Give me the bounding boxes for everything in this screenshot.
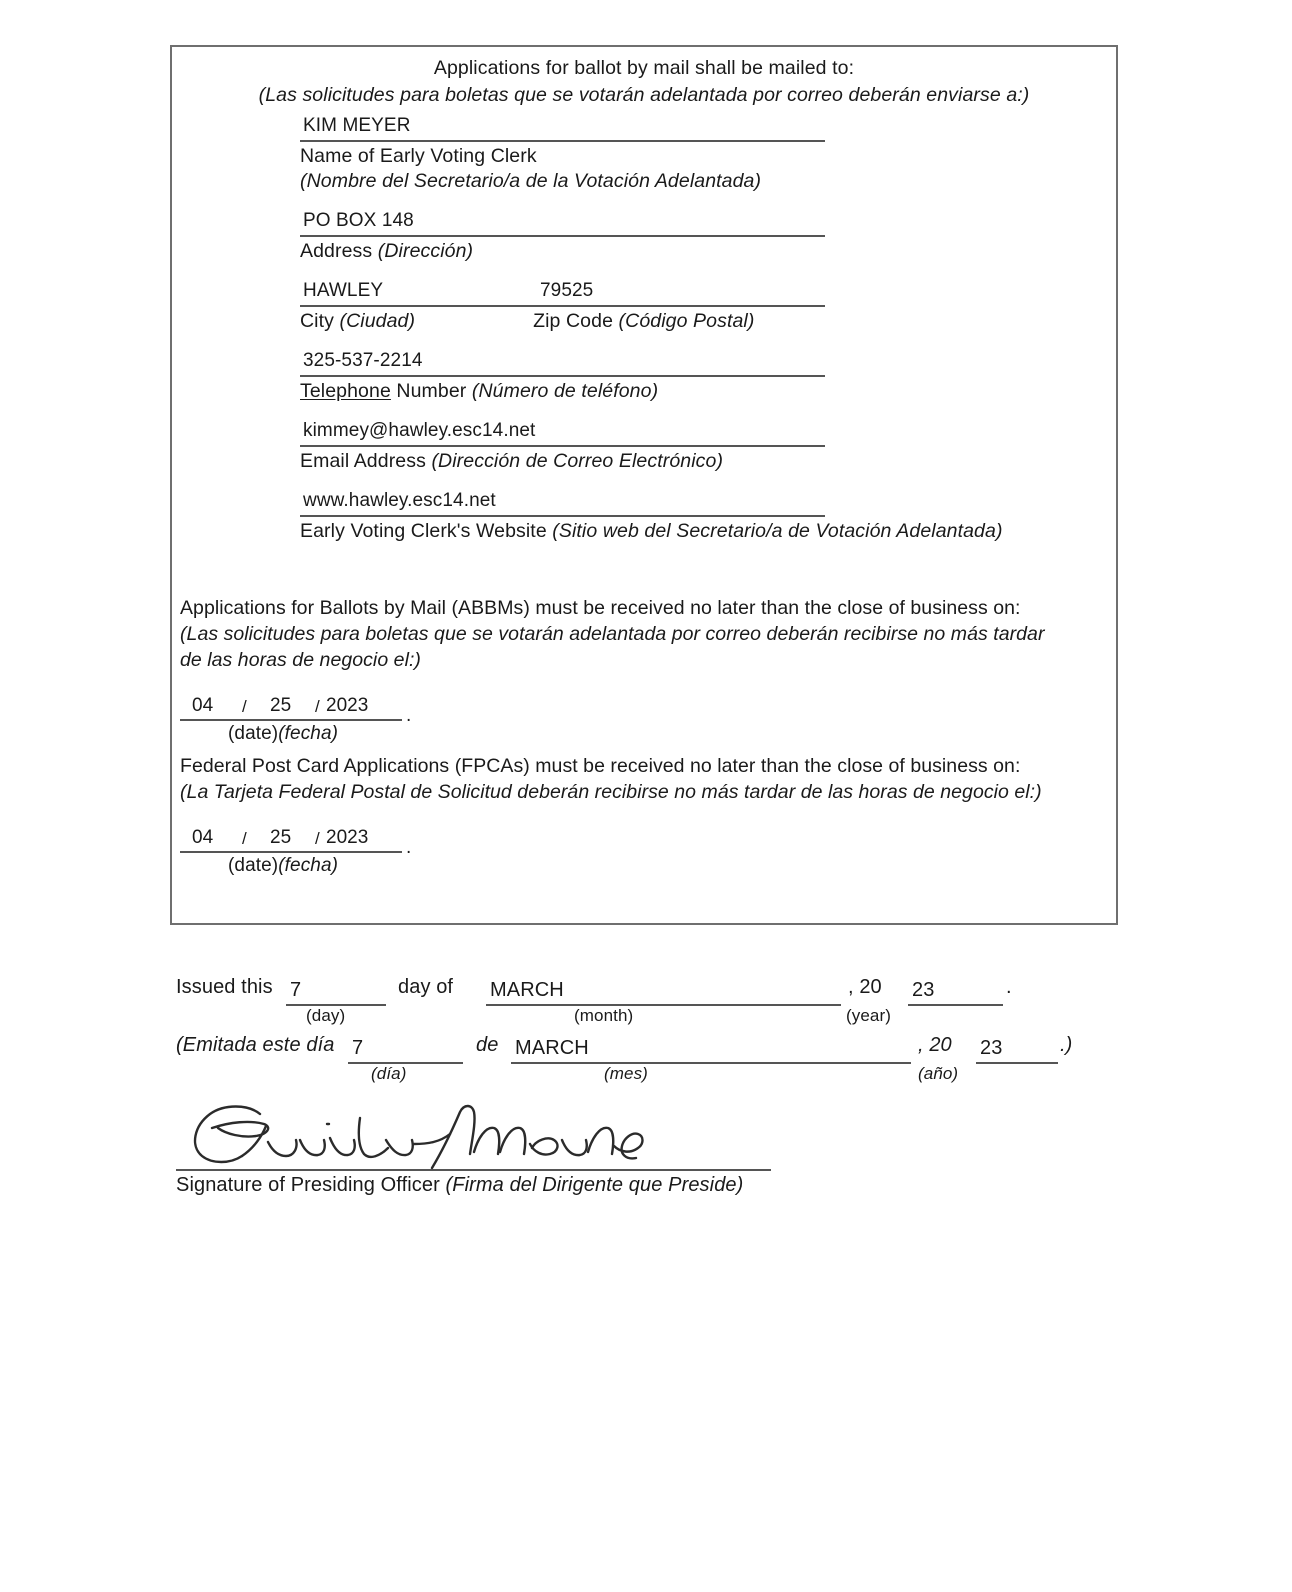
clerk-name-input[interactable] — [300, 109, 1090, 140]
fpca-date-sep1: / — [242, 829, 247, 848]
website-label — [300, 517, 1090, 544]
fpca-date-caption-es: (fecha) — [278, 855, 339, 876]
abbm-date-sep2: / — [315, 697, 320, 716]
city-label-en: City — [300, 310, 340, 332]
fpca-date-values — [180, 823, 440, 851]
issued-year-value-en: 23 — [912, 979, 935, 1001]
issued-day-blank-en[interactable] — [286, 974, 386, 1006]
zip-value: 79525 — [540, 280, 594, 301]
city-label-es: (Ciudad) — [339, 310, 416, 332]
telephone-label — [300, 377, 1090, 404]
issued-month-caption-es: (mes) — [604, 1064, 648, 1083]
signature-block — [176, 1100, 796, 1197]
issued-day-blank-es[interactable] — [348, 1032, 463, 1064]
issued-period-en: . — [1006, 976, 1012, 998]
abbm-paragraph-en: Applications for Ballots by Mail (ABBMs) must be received no later than the close of business on: — [180, 597, 1021, 619]
issued-month-blank-en[interactable] — [486, 974, 841, 1006]
issued-year-caption-es: (año) — [918, 1064, 959, 1083]
telephone-value: 325-537-2214 — [303, 350, 423, 371]
city-value: HAWLEY — [303, 280, 384, 301]
email-label — [300, 447, 1090, 474]
issued-row-english — [176, 968, 1156, 1026]
issued-month-caption-en: (month) — [574, 1006, 634, 1025]
field-city-zip — [300, 274, 1090, 334]
telephone-label-underlined: Telephone — [300, 380, 391, 402]
email-value: kimmey@hawley.esc14.net — [303, 420, 536, 441]
issued-period-es: .) — [1060, 1034, 1073, 1056]
fpca-paragraph-es: (La Tarjeta Federal Postal de Solicitud deberán recibirse no más tardar de las horas de negocio el:) — [180, 781, 1042, 803]
issued-year-value-es: 23 — [980, 1037, 1003, 1059]
telephone-label-rest: Number — [390, 380, 472, 402]
clerk-name-label-en: Name of Early Voting Clerk — [300, 145, 537, 167]
abbm-date-caption — [180, 721, 440, 745]
website-value: www.hawley.esc14.net — [303, 490, 496, 511]
mail-to-box — [170, 45, 1118, 925]
zip-label-en: Zip Code — [533, 310, 619, 332]
clerk-name-label-es: (Nombre del Secretario/a de la Votación Adelantada) — [300, 170, 762, 192]
address-value: PO BOX 148 — [303, 210, 414, 231]
issued-day-value-en: 7 — [290, 979, 302, 1001]
fpca-date-caption-en: (date) — [228, 855, 279, 876]
abbm-paragraph-es-line2: de las horas de negocio el:) — [180, 649, 421, 671]
city-zip-input[interactable] — [300, 274, 1090, 305]
telephone-label-es: (Número de teléfono) — [471, 380, 659, 402]
address-input[interactable] — [300, 204, 1090, 235]
city-zip-label — [300, 307, 1090, 334]
issued-month-blank-es[interactable] — [511, 1032, 911, 1064]
fpca-deadline-block — [180, 753, 1110, 877]
abbm-date-sep1: / — [242, 697, 247, 716]
field-address — [300, 204, 1090, 264]
issued-block — [176, 968, 1156, 1084]
issued-comma-twenty-es: , 20 — [918, 1034, 952, 1056]
issued-day-caption-en: (day) — [306, 1006, 346, 1025]
issued-comma-twenty-en: , 20 — [848, 976, 882, 998]
fpca-date-caption — [180, 853, 440, 877]
fpca-date-day: 25 — [270, 827, 292, 848]
issued-year-blank-en[interactable] — [908, 974, 1003, 1006]
signature-caption-es: (Firma del Dirigente que Preside) — [445, 1174, 744, 1196]
field-email — [300, 414, 1090, 474]
abbm-date-period: . — [406, 705, 412, 726]
issued-mid-es: de — [476, 1034, 499, 1056]
presiding-officer-signature-icon — [182, 1100, 652, 1175]
abbm-paragraph-es-line1: (Las solicitudes para boletas que se votarán adelantada por correo deberán recibirse no más tardar — [180, 623, 1045, 645]
abbm-date-year: 2023 — [326, 695, 369, 716]
issued-month-value-es: MARCH — [515, 1037, 589, 1059]
abbm-date-line[interactable] — [180, 691, 440, 745]
field-clerk-name — [300, 109, 1090, 194]
abbm-date-caption-en: (date) — [228, 723, 279, 744]
email-label-en: Email Address — [300, 450, 432, 472]
signature-caption-en: Signature of Presiding Officer — [176, 1174, 446, 1196]
issued-lead-es: (Emitada este día — [176, 1034, 335, 1056]
abbm-deadline-block — [180, 595, 1110, 745]
fpca-date-month: 04 — [192, 827, 214, 848]
website-label-es: (Sitio web del Secretario/a de Votación Adelantada) — [552, 520, 1003, 542]
email-input[interactable] — [300, 414, 1090, 445]
box-header — [172, 55, 1116, 109]
issued-row-spanish — [176, 1026, 1156, 1084]
fpca-paragraph-en: Federal Post Card Applications (FPCAs) must be received no later than the close of business on: — [180, 755, 1021, 777]
issued-day-caption-es: (día) — [371, 1064, 407, 1083]
issued-mid-en: day of — [398, 976, 454, 998]
address-label-en: Address — [300, 240, 378, 262]
issued-month-value-en: MARCH — [490, 979, 564, 1001]
header-spanish: (Las solicitudes para boletas que se votarán adelantada por correo deberán enviarse a:) — [258, 84, 1030, 106]
issued-year-caption-en: (year) — [846, 1006, 891, 1025]
clerk-fields-group — [300, 109, 1090, 554]
fpca-date-year: 2023 — [326, 827, 369, 848]
website-label-en: Early Voting Clerk's Website — [300, 520, 553, 542]
abbm-date-month: 04 — [192, 695, 214, 716]
clerk-name-label — [300, 142, 1090, 194]
issued-lead-en: Issued this — [176, 976, 273, 998]
fpca-date-sep2: / — [315, 829, 320, 848]
address-label — [300, 237, 1090, 264]
field-website — [300, 484, 1090, 544]
issued-year-blank-es[interactable] — [976, 1032, 1058, 1064]
address-label-es: (Dirección) — [377, 240, 474, 262]
fpca-date-line[interactable] — [180, 823, 440, 877]
clerk-name-value: KIM MEYER — [303, 115, 411, 136]
zip-label-es: (Código Postal) — [618, 310, 755, 332]
website-input[interactable] — [300, 484, 1090, 515]
email-label-es: (Dirección de Correo Electrónico) — [431, 450, 724, 472]
zip-label-wrap — [533, 309, 754, 334]
abbm-date-caption-es: (fecha) — [278, 723, 339, 744]
header-english: Applications for ballot by mail shall be mailed to: — [433, 57, 855, 79]
issued-day-value-es: 7 — [352, 1037, 364, 1059]
abbm-date-day: 25 — [270, 695, 292, 716]
telephone-input[interactable] — [300, 344, 1090, 375]
fpca-date-period: . — [406, 837, 412, 858]
field-telephone — [300, 344, 1090, 404]
abbm-date-values — [180, 691, 440, 719]
